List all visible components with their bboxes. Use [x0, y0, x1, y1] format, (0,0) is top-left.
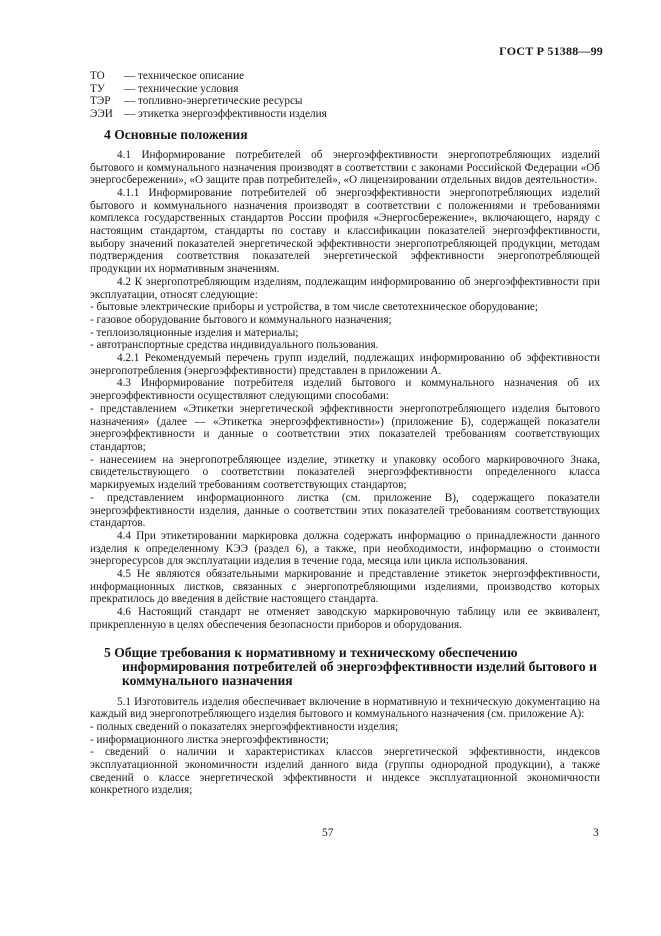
abbreviation-description: — топливно-энергетические ресурсы [124, 95, 303, 108]
list-item: - бытовые электрические приборы и устройства, в том числе светотехническое оборудование; [90, 301, 539, 314]
abbreviation-description: — технические условия [124, 82, 239, 95]
abbreviations-list [90, 70, 600, 121]
section-4-body [90, 149, 600, 632]
paragraph: 4.6 Настоящий стандарт не отменяет заводскую маркировочную таблицу или ее эквивалент, прикрепленную в целях обеспечения безопасности приборов и оборудования. [90, 606, 600, 631]
list-item: - сведений о наличии и характеристиках классов энергетической эффективности, индексов эксплуатационной экономичности изделий данного вида (группы однородной продукции), а также сведений о классе энергетической эффективности и индексе эксплуатационной экономичности конкретного изделия; [90, 746, 600, 797]
abbreviation-row [90, 83, 600, 96]
page-number-right: 3 [593, 827, 599, 839]
page-number-center: 57 [322, 827, 334, 839]
abbreviation-term: ЭЭИ [90, 108, 113, 121]
paragraph: 4.1 Информирование потребителей об энергоэффективности энергопотребляющих изделий бытового и коммунального назначения производят в соответствии с законами Российской Федерации «Об энергосбережении», «О защите прав потребителей», «О лицензировании отдельных видов деятельности». [90, 148, 600, 187]
list-item: - автотранспортные средства индивидуального пользования. [90, 339, 379, 352]
abbreviation-term: ТО [90, 70, 105, 82]
paragraph: 4.2.1 Рекомендуемый перечень групп изделий, подлежащих информированию об эффективности энергопотребления (энергоэффективности) представлен в приложении А. [90, 352, 600, 377]
document-body [90, 70, 600, 797]
paragraph: 4.3 Информирование потребителя изделий бытового и коммунального назначения об их энергоэффективности осуществляют следующими способами: [90, 377, 600, 403]
abbreviation-term: ТЭР [90, 95, 111, 108]
list-item: - нанесением на энергопотребляющее изделие, этикетку и упаковку особого маркировочного Знака, свидетельствующего о соответствии показателей энергоэффективности определенного класса маркируемых изделий требованиям соответствующих стандартов; [90, 453, 600, 492]
abbreviation-description: — техническое описание [124, 70, 245, 82]
abbreviation-term: ТУ [90, 82, 105, 95]
list-item: - газовое оборудование бытового и коммунального назначения; [90, 313, 392, 326]
paragraph: 4.1.1 Информирование потребителей об энергоэффективности энергопотребляющих изделий бытового и коммунального назначения производят в соответствии с положениями и требованиями комплекса государственных стандартов России профиля «Энергосбережение», включающего, наряду с настоящим стандартом, стандарты по составу и классификации показателей энергоэффективности, выбору значений показателей энергетической эффективности энергопотребляющей продукции, методам подтверждения соответствия показателей энергетической эффективности энергопотребляющей продукции их нормативным значениям. [90, 186, 600, 276]
section-5-body [90, 696, 600, 798]
list-item: - теплоизоляционные изделия и материалы; [90, 326, 299, 339]
list-item: - информационного листка энергоэффективности; [90, 733, 329, 746]
section-5-title: 5 Общие требования к нормативному и техническому обеспечению информирования потребителей об энергоэффективности изделий бытового и коммунального назначения [104, 644, 597, 688]
abbreviation-description: — этикетка энергоэффективности изделия [124, 108, 327, 121]
abbreviation-row [90, 70, 600, 83]
abbreviation-row [90, 95, 600, 108]
abbreviation-row [90, 108, 600, 121]
list-item: - представлением «Этикетки энергетической эффективности энергопотребляющего изделия бытового назначения» (далее — «Этикетка энергоэффективности») (приложение Б), содержащей показатели энергоэффективности и данные о соответствии этих показателей требованиям соответствующих стандартов; [90, 402, 600, 453]
paragraph: 5.1 Изготовитель изделия обеспечивает включение в нормативную и техническую документацию на каждый вид энергопотребляющего изделия бытового и коммунального назначения (см. приложение А): [90, 695, 600, 721]
list-item: - полных сведений о показателях энергоэффективности изделия; [90, 720, 399, 733]
standard-designation: ГОСТ Р 51388—99 [499, 44, 603, 58]
list-item: - представлением информационного листка (см. приложение В), содержащего показатели энергоэффективности изделия, данные о соответствии этих показателей требованиям соответствующих стандартов. [90, 491, 600, 530]
paragraph: 4.4 При этикетировании маркировка должна содержать информацию о принадлежности данного изделия к определенному КЭЭ (раздел 6), а также, при необходимости, информацию о стоимости энергоресурсов для эксплуатации изделия в течение года, месяца или цикла использования. [90, 529, 600, 568]
section-4-title: 4 Основные положения [104, 126, 248, 142]
paragraph: 4.2 К энергопотребляющим изделиям, подлежащим информированию об энергоэффективности при эксплуатации, относят следующие: [90, 275, 600, 301]
paragraph: 4.5 Не являются обязательными маркирование и представление этикеток энергоэффективности, информационных листков, связанных с энергопотребляющими изделиями, производство которых прекратилось до введения в действие настоящего стандарта. [90, 568, 600, 606]
